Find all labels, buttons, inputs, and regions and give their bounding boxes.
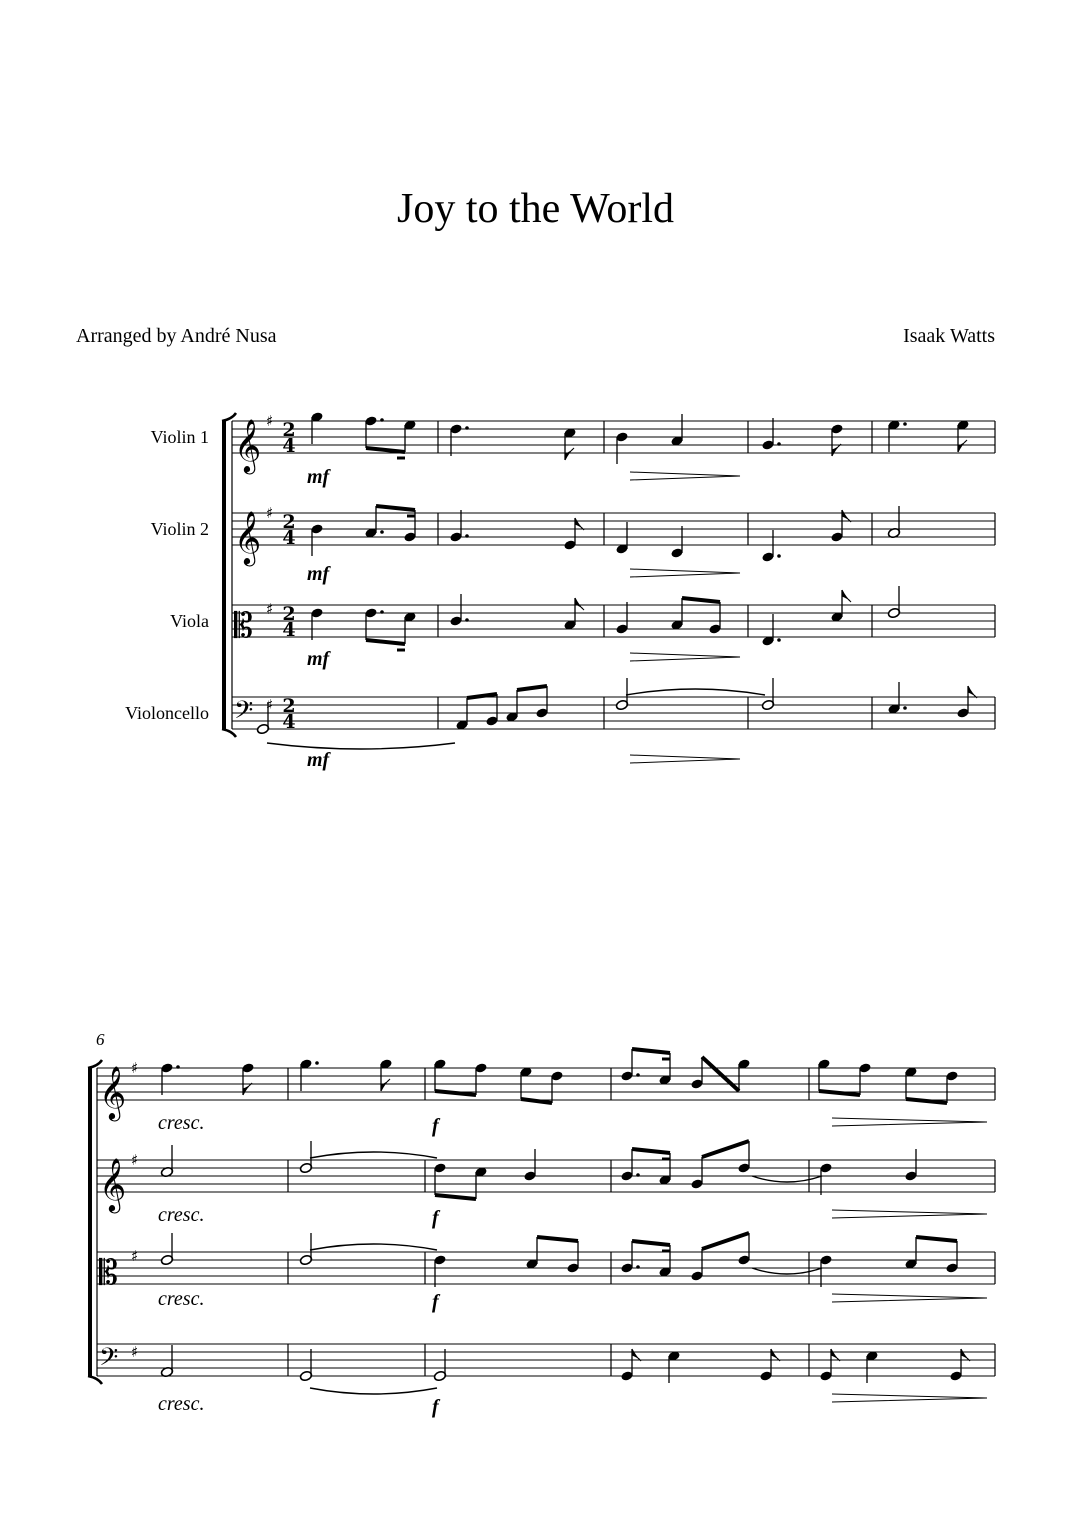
time-signature-top: 2 bbox=[282, 511, 296, 533]
note-beam bbox=[435, 1195, 476, 1199]
alto-clef: 𝄡 bbox=[234, 606, 253, 646]
treble-clef: 𝄞 bbox=[234, 510, 262, 564]
augmentation-dot bbox=[777, 638, 781, 642]
note-flag bbox=[831, 1349, 840, 1361]
key-signature-sharp: ♯ bbox=[131, 1059, 139, 1077]
note-flag bbox=[381, 1079, 390, 1091]
note-flag bbox=[771, 1349, 780, 1361]
note-flag bbox=[842, 590, 851, 602]
augmentation-dot bbox=[777, 442, 781, 446]
key-signature-sharp: ♯ bbox=[266, 600, 274, 618]
tie bbox=[752, 1176, 822, 1182]
key-signature-sharp: ♯ bbox=[131, 1343, 139, 1361]
note-flag bbox=[961, 1349, 970, 1361]
key-signature-sharp: ♯ bbox=[266, 696, 274, 714]
dynamic-mf: mf bbox=[307, 749, 330, 771]
arranger-credit: Arranged by André Nusa bbox=[76, 325, 277, 347]
system-1 bbox=[125, 411, 995, 771]
note-beam bbox=[702, 1057, 739, 1091]
dynamic-f: f bbox=[432, 1291, 439, 1313]
instrument-label-3: Violoncello bbox=[125, 703, 209, 723]
time-signature-top: 2 bbox=[282, 419, 296, 441]
augmentation-dot bbox=[636, 1265, 640, 1269]
instrument-label-1: Violin 2 bbox=[150, 519, 209, 539]
note-beam bbox=[682, 598, 720, 602]
note-flag bbox=[832, 444, 841, 456]
bass-clef: 𝄢 bbox=[234, 696, 254, 731]
note-flag bbox=[842, 510, 851, 522]
augmentation-dot bbox=[903, 422, 907, 426]
note-beam bbox=[632, 1049, 670, 1053]
time-signature-top: 2 bbox=[282, 603, 296, 625]
key-signature-sharp: ♯ bbox=[131, 1247, 139, 1265]
tie bbox=[310, 1244, 437, 1250]
dynamic-f: f bbox=[432, 1115, 439, 1137]
dynamic-mf: mf bbox=[307, 648, 330, 670]
crescendo-text: cresc. bbox=[158, 1288, 205, 1310]
treble-clef: 𝄞 bbox=[99, 1157, 127, 1211]
instrument-label-0: Violin 1 bbox=[150, 427, 209, 447]
decrescendo-hairpin bbox=[832, 1294, 987, 1302]
augmentation-dot bbox=[465, 618, 469, 622]
note-beam bbox=[702, 1141, 749, 1157]
note-beam bbox=[376, 506, 415, 510]
note-beam bbox=[916, 1237, 957, 1241]
system-2 bbox=[88, 1030, 995, 1418]
note-beam bbox=[632, 1149, 670, 1153]
time-signature-bottom: 4 bbox=[282, 619, 296, 641]
note-flag bbox=[243, 1083, 252, 1095]
bass-clef: 𝄢 bbox=[99, 1343, 119, 1378]
tie bbox=[310, 1152, 437, 1158]
note-flag bbox=[565, 448, 574, 460]
time-signature-bottom: 4 bbox=[282, 435, 296, 457]
augmentation-dot bbox=[380, 530, 384, 534]
note-beam bbox=[366, 448, 405, 452]
dynamic-mf: mf bbox=[307, 466, 330, 488]
augmentation-dot bbox=[777, 554, 781, 558]
note-beam bbox=[702, 1233, 749, 1249]
augmentation-dot bbox=[465, 534, 469, 538]
decrescendo-hairpin bbox=[832, 1394, 987, 1402]
augmentation-dot bbox=[636, 1073, 640, 1077]
decrescendo-hairpin bbox=[630, 755, 740, 763]
key-signature-sharp: ♯ bbox=[131, 1151, 139, 1169]
augmentation-dot bbox=[380, 418, 384, 422]
note-beam bbox=[517, 686, 547, 690]
key-signature-sharp: ♯ bbox=[266, 412, 274, 430]
decrescendo-hairpin bbox=[630, 472, 740, 480]
augmentation-dot bbox=[903, 706, 907, 710]
note-beam bbox=[537, 1237, 578, 1241]
note-beam bbox=[366, 640, 405, 644]
treble-clef: 𝄞 bbox=[99, 1065, 127, 1119]
instrument-label-2: Viola bbox=[170, 611, 209, 631]
dynamic-mf: mf bbox=[307, 563, 330, 585]
crescendo-text: cresc. bbox=[158, 1393, 205, 1415]
note-flag bbox=[575, 518, 584, 530]
dynamic-f: f bbox=[432, 1207, 439, 1229]
decrescendo-hairpin bbox=[630, 653, 740, 661]
augmentation-dot bbox=[465, 426, 469, 430]
crescendo-text: cresc. bbox=[158, 1204, 205, 1226]
dynamic-f: f bbox=[432, 1396, 439, 1418]
measure-number: 6 bbox=[96, 1030, 105, 1049]
note-flag bbox=[958, 440, 967, 452]
decrescendo-hairpin bbox=[832, 1210, 987, 1218]
augmentation-dot bbox=[176, 1065, 180, 1069]
note-flag bbox=[632, 1349, 641, 1361]
decrescendo-hairpin bbox=[630, 569, 740, 577]
tie bbox=[752, 1268, 822, 1274]
score-title: Joy to the World bbox=[397, 186, 674, 232]
note-beam bbox=[632, 1241, 670, 1245]
key-signature-sharp: ♯ bbox=[266, 504, 274, 522]
tie bbox=[626, 689, 765, 695]
time-signature-bottom: 4 bbox=[282, 527, 296, 549]
alto-clef: 𝄡 bbox=[99, 1253, 118, 1293]
tie bbox=[267, 743, 455, 749]
crescendo-text: cresc. bbox=[158, 1112, 205, 1134]
decrescendo-hairpin bbox=[832, 1118, 987, 1126]
augmentation-dot bbox=[380, 610, 384, 614]
composer-credit: Isaak Watts bbox=[903, 325, 995, 347]
note-flag bbox=[968, 686, 977, 698]
tie bbox=[310, 1388, 437, 1394]
augmentation-dot bbox=[315, 1061, 319, 1065]
time-signature-top: 2 bbox=[282, 695, 296, 717]
augmentation-dot bbox=[636, 1173, 640, 1177]
treble-clef: 𝄞 bbox=[234, 418, 262, 472]
note-flag bbox=[575, 598, 584, 610]
time-signature-bottom: 4 bbox=[282, 711, 296, 733]
